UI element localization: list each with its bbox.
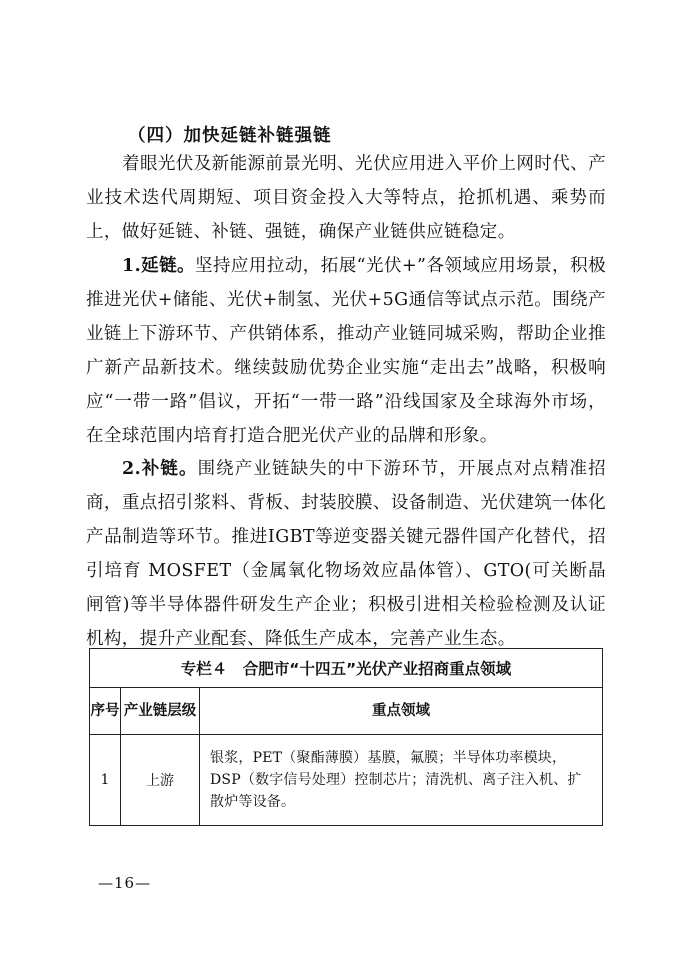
- row-level: 上游: [121, 735, 200, 826]
- intro-paragraph: [86, 148, 606, 250]
- row-focus: 银浆，PET（聚酯薄膜）基膜，氟膜；半导体功率模块，DSP（数字信号处理）控制芯片；清洗机、离子注入机、扩散炉等设备。: [200, 735, 603, 826]
- supplement-chain-label: 2.补链。: [122, 459, 198, 479]
- header-level: 产业链层级: [121, 688, 200, 735]
- investment-focus-box: [89, 648, 603, 826]
- table-header-row: [90, 688, 603, 735]
- extend-chain-text: 坚持应用拉动，拓展“光伏+”各领域应用场景，积极推进光伏+储能、光伏+制氢、光伏+5G通信等试点示范。围绕产业链上下游环节、产供销体系，推动产业链同城采购，帮助企业推广新产品新技术。继续鼓励优势企业实施“走出去”战略，积极响应“一带一路”倡议，开拓“一带一路”沿线国家及全球海外市场，在全球范围内培育打造合肥光伏产业的品牌和形象。: [86, 256, 606, 446]
- header-focus: 重点领域: [200, 688, 603, 735]
- supplement-chain-paragraph: [86, 453, 606, 656]
- header-no: 序号: [90, 688, 121, 735]
- section-heading: （四）加快延链补链强链: [128, 126, 332, 146]
- box-title: 专栏４ 合肥市“十四五”光伏产业招商重点领域: [90, 649, 603, 688]
- extend-chain-paragraph: [86, 250, 606, 453]
- supplement-chain-text: 围绕产业链缺失的中下游环节，开展点对点精准招商，重点招引浆料、背板、封装胶膜、设备制造、光伏建筑一体化产品制造等环节。推进IGBT等逆变器关键元器件国产化替代，招引培育 MOSFET（金属氧化物场效应晶体管）、GTO(可关断晶闸管)等半导体器件研发生产企业；积极引进相关检验检测及认证机构，提升产业配套、降低生产成本，完善产业生态。: [86, 459, 606, 649]
- extend-chain-label: 1.延链。: [122, 256, 196, 276]
- table-row: [90, 735, 603, 826]
- intro-text: 着眼光伏及新能源前景光明、光伏应用进入平价上网时代、产业技术迭代周期短、项目资金投入大等特点，抢抓机遇、乘势而上，做好延链、补链、强链，确保产业链供应链稳定。: [86, 154, 606, 242]
- page-number: —16—: [98, 874, 152, 892]
- row-no: 1: [90, 735, 121, 826]
